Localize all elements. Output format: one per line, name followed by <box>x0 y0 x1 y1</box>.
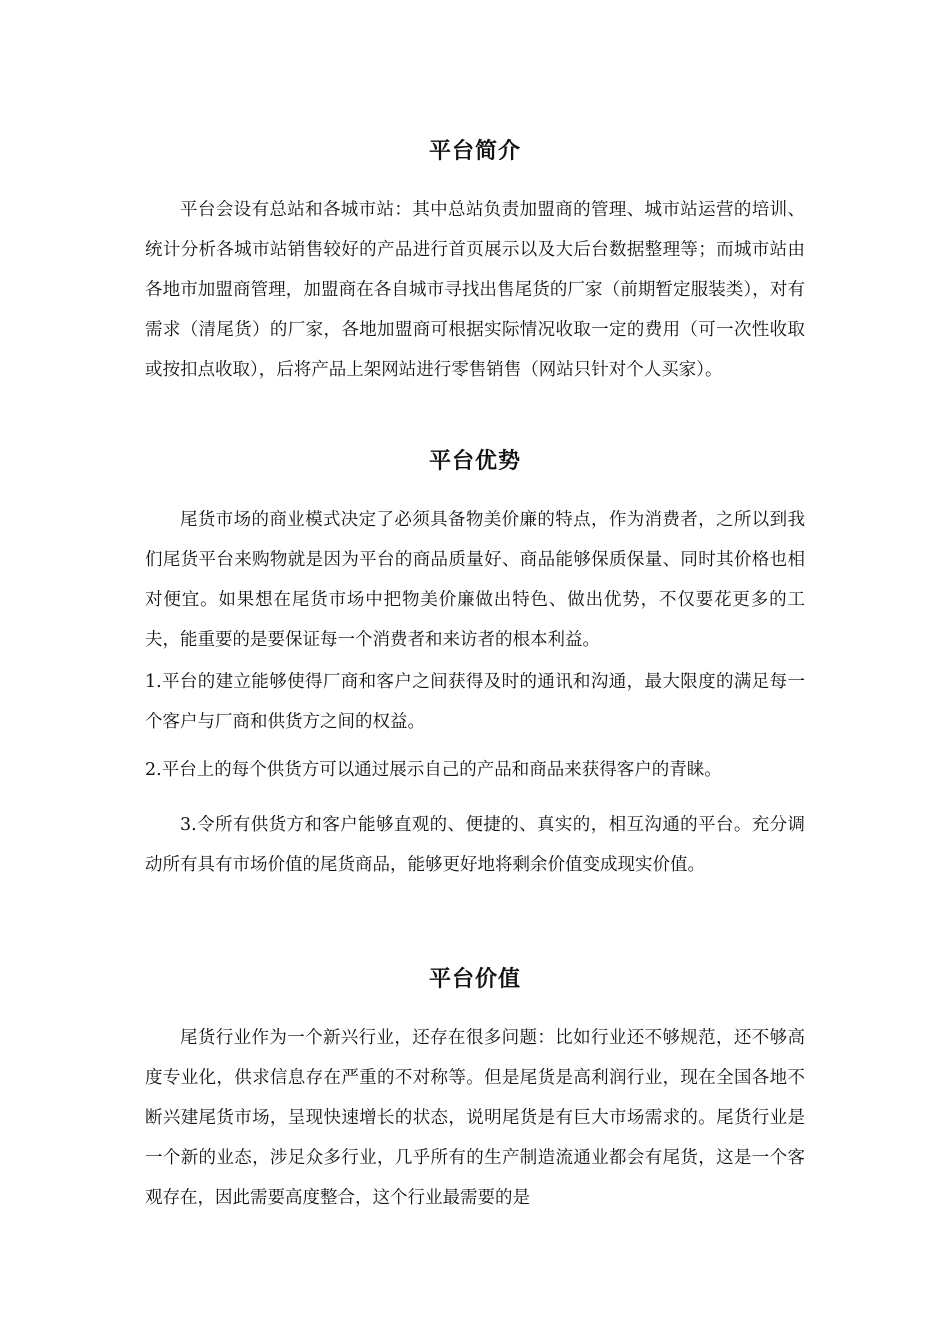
value-paragraph: 尾货行业作为一个新兴行业，还存在很多问题：比如行业还不够规范，还不够高度专业化，供求信息存在严重的不对称等。但是尾货是高利润行业，现在全国各地不断兴建尾货市场，呈现快速增长的状态，说明尾货是有巨大市场需求的。尾货行业是一个新的业态，涉足众多行业，几乎所有的生产制造流通业都会有尾货，这是一个客观存在，因此需要高度整合，这个行业最需要的是 <box>145 1028 805 1208</box>
advantage-item-3: 3.令所有供货方和客户能够直观的、便捷的、真实的，相互沟通的平台。充分调动所有具有市场价值的尾货商品，能够更好地将剩余价值变成现实价值。 <box>145 815 805 875</box>
advantage-item-2: 2.平台上的每个供货方可以通过展示自己的产品和商品来获得客户的青睐。 <box>145 760 722 780</box>
advantages-paragraph: 尾货市场的商业模式决定了必须具备物美价廉的特点，作为消费者，之所以到我们尾货平台来购物就是因为平台的商品质量好、商品能够保质保量、同时其价格也相对便宜。如果想在尾货市场中把物美价廉做出特色、做出优势，不仅要花更多的工夫，能重要的是要保证每一个消费者和来访者的根本利益。 <box>145 510 805 650</box>
section-title-intro: 平台简介 <box>428 139 521 164</box>
advantage-item-1: 1.平台的建立能够使得厂商和客户之间获得及时的通讯和沟通，最大限度的满足每一个客户与厂商和供货方之间的权益。 <box>145 672 805 732</box>
section-title-value: 平台价值 <box>428 967 521 992</box>
section-title-advantages: 平台优势 <box>428 449 521 474</box>
intro-paragraph: 平台会设有总站和各城市站：其中总站负责加盟商的管理、城市站运营的培训、统计分析各城市站销售较好的产品进行首页展示以及大后台数据整理等；而城市站由各地市加盟商管理，加盟商在各自城市寻找出售尾货的厂家（前期暂定服装类），对有需求（清尾货）的厂家，各地加盟商可根据实际情况收取一定的费用（可一次性收取或按扣点收取），后将产品上架网站进行零售销售（网站只针对个人买家）。 <box>145 200 805 380</box>
